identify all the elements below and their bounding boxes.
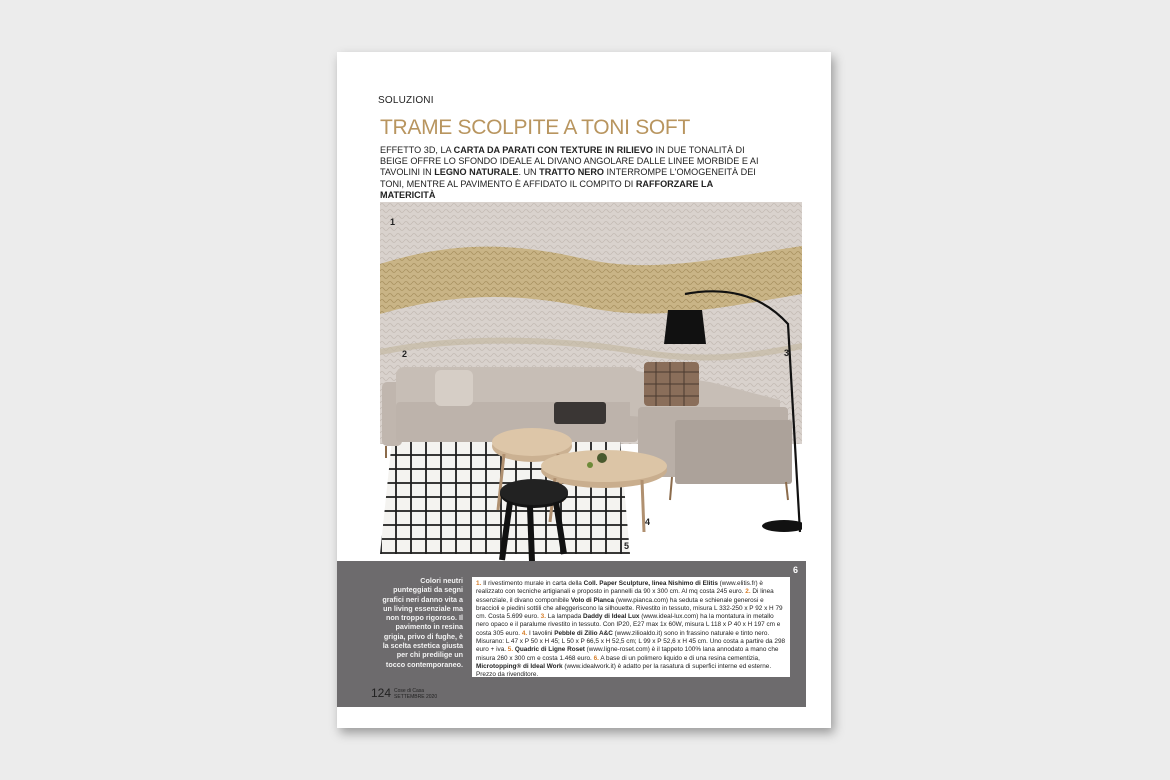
intro-paragraph: EFFETTO 3D, LA CARTA DA PARATI CON TEXTURE IN RILIEVO IN DUE TONALITÀ DI BEIGE OFFRE LO SFONDO IDEALE AL DIVANO ANGOLARE DALLE LINEE MORBIDE E AI TAVOLINI IN LEGNO NATURALE. UN TRATTO NERO INTERROMPE L'OMOGENEITÀ DEI TONI, MENTRE AL PAVIMENTO È AFFIDATO IL COMPITO DI RAFFORZARE LA MATERICITÀ xyxy=(380,145,759,200)
page-folio xyxy=(371,686,437,700)
section-label: SOLUZIONI xyxy=(378,95,434,106)
product-captions xyxy=(472,577,790,677)
caption-5: 5. Quadric di Ligne Roset (www.ligne-roset.com) è il tappeto 100% lana annodato a mano che misura 260 x 300 cm e costa 1.468 euro. xyxy=(476,646,779,662)
page-number: 124 xyxy=(371,686,392,700)
magazine-page xyxy=(337,52,831,728)
gray-info-band xyxy=(337,561,806,707)
caption-1: 1. Il rivestimento murale in carta della Coll. Paper Sculpture, linea Nishimo di Elitis (www.elitis.fr) è realizzato con tecniche artigianali e proposto in pannelli da 90 x 300 cm. Al mq costa 245 euro. xyxy=(476,580,763,596)
photo-number-4: 4 xyxy=(645,517,651,527)
sidebar-text: Colori neutri punteggiati da segni grafici neri danno vita a un living essenziale ma non troppo rigoroso. Il pavimento in resina grigia, privo di fughe, è la scelta estetica giusta per chi predilige un tocco contemporaneo. xyxy=(382,576,463,669)
caption-2: 2. Di linea essenziale, il divano componibile Volo di Pianca (www.pianca.com) ha seduta e schienale generosi e braccioli e piedini sottili che alleggeriscono la silhouette. Rivestito in tessuto, misura L 332-250 x P 92 x H 79 cm. Costa 5.699 euro. xyxy=(476,588,783,621)
caption-6: 6. A base di un polimero liquido e di una resina cementizia, Microtopping® di Ideal Work (www.idealwork.it) è adatto per la rasatura di superfici interne ed esterne. Prezzo da rivenditore. xyxy=(476,654,772,679)
page-title: TRAME SCOLPITE A TONI SOFT xyxy=(380,116,690,139)
photo-number-1: 1 xyxy=(390,217,396,227)
photo-number-2: 2 xyxy=(402,349,408,359)
caption-3: 3. La lampada Daddy di Ideal Lux (www.ideal-lux.com) ha la montatura in metallo nero opaco e il paralume rivestito in tessuto. Con IP20, E27 max 1x 60W, misura L 118 x P 40 x H 197 cm e costa 305 euro. xyxy=(476,613,781,637)
photo-number-3: 3 xyxy=(784,348,790,358)
photo-number-6: 6 xyxy=(792,565,798,575)
magazine-name: Cose di Casa SETTEMBRE 2020 xyxy=(394,688,438,700)
living-room-photo xyxy=(380,202,802,562)
caption-4: 4. I tavolini Pebble di Zilio A&C (www.zilioaldo.it) sono in frassino naturale e tinto nero. Misurano: L 47 x P 50 x H 45; L 50 x P 66,5 x H 52,5 cm; L 99 x P 52,6 x H 45 cm. Uno costa a partire da 298 euro + iva. xyxy=(476,629,786,654)
photo-number-5: 5 xyxy=(624,541,630,551)
